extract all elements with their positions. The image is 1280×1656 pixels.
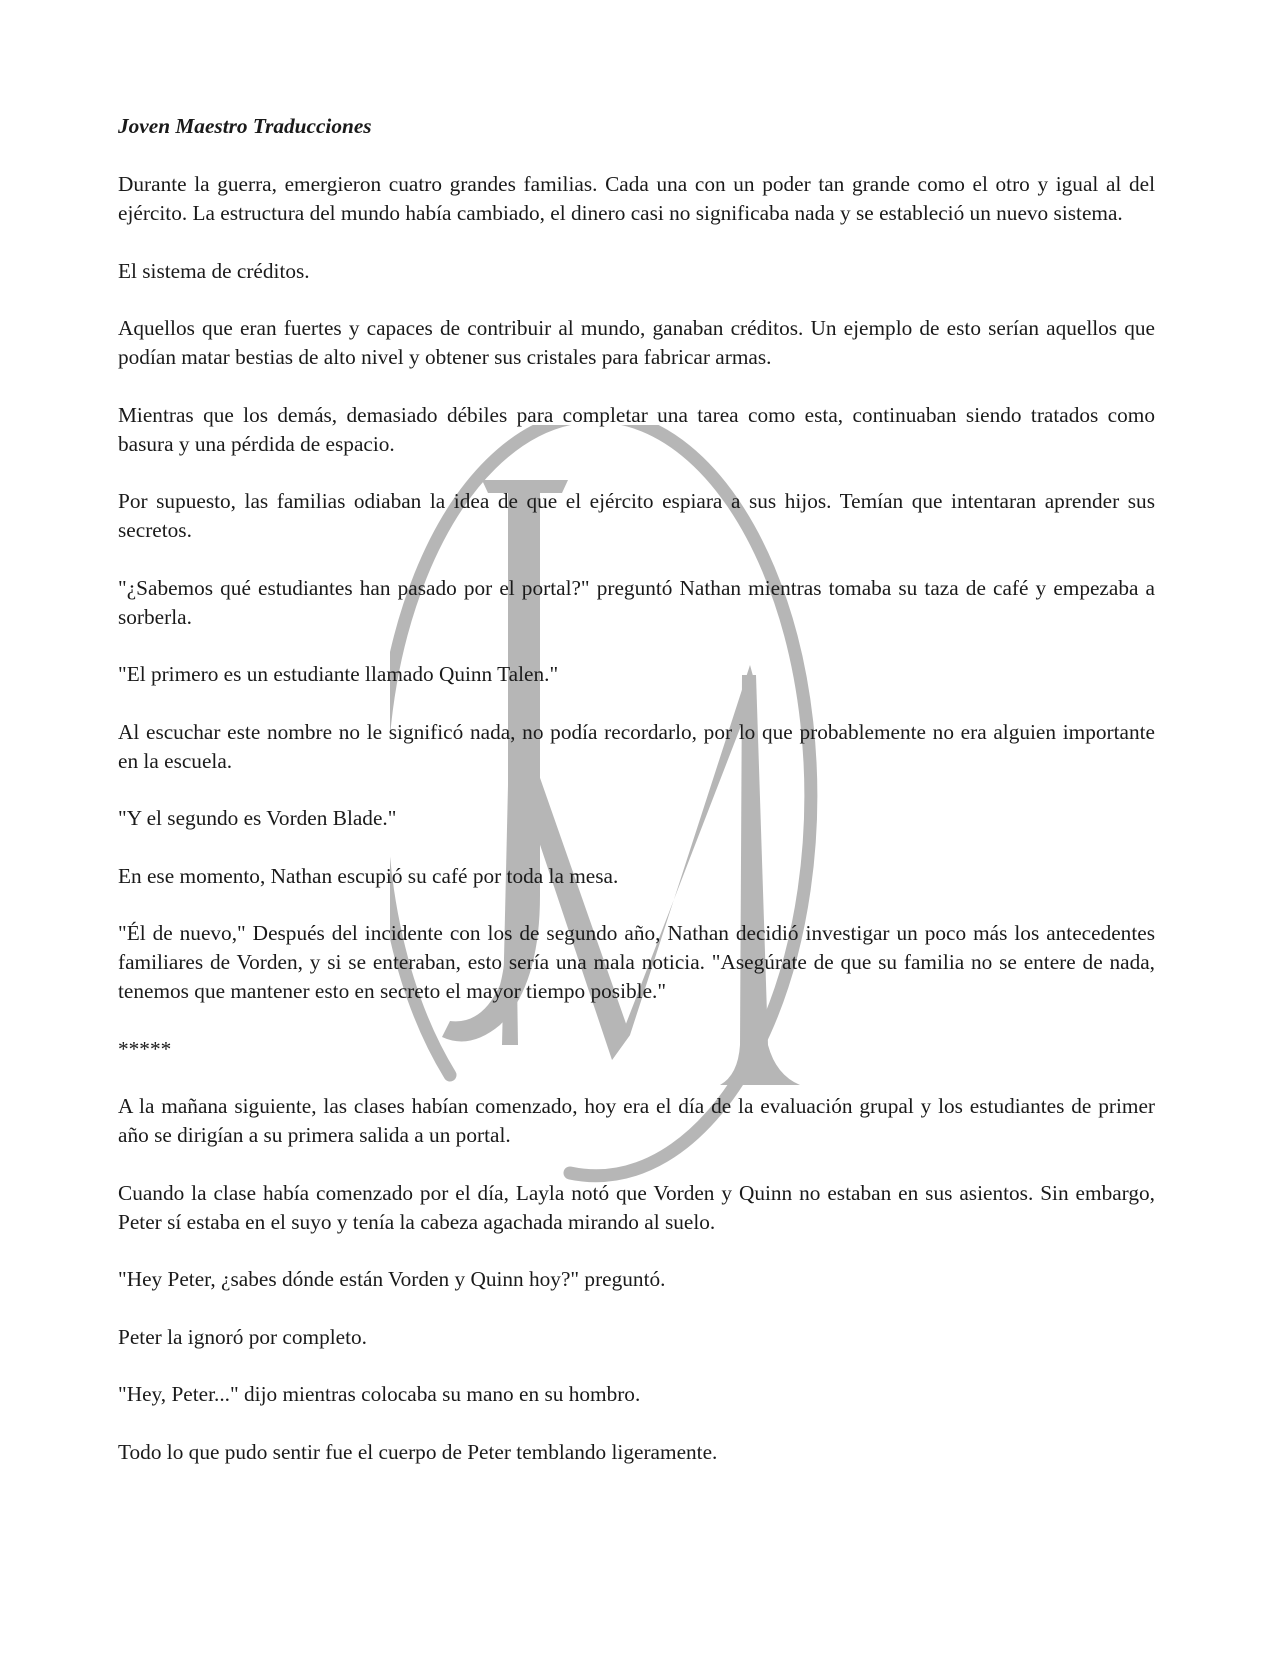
paragraph: "Él de nuevo," Después del incidente con los de segundo año, Nathan decidió investigar un poco más los antecedentes familiares de Vorden, y si se enteraban, esto sería una mala noticia. "Asegúrate de que su familia no se entere de nada, tenemos que mantener esto en secreto el mayor tiempo posible." (118, 921, 1155, 1003)
paragraph: Por supuesto, las familias odiaban la idea de que el ejército espiara a sus hijos. Temían que intentaran aprender sus secretos. (118, 489, 1155, 542)
paragraph: A la mañana siguiente, las clases habían comenzado, hoy era el día de la evaluación grupal y los estudiantes de primer año se dirigían a su primera salida a un portal. (118, 1094, 1155, 1147)
paragraph: Al escuchar este nombre no le significó nada, no podía recordarlo, por lo que probablemente no era alguien importante en la escuela. (118, 719, 1155, 773)
paragraph: "¿Sabemos qué estudiantes han pasado por el portal?" preguntó Nathan mientras tomaba su taza de café y empezaba a sorberla. (118, 575, 1155, 629)
paragraph: Durante la guerra, emergieron cuatro grandes familias. Cada una con un poder tan grande como el otro y igual al del ejército. La estructura del mundo había cambiado, el dinero casi no significaba nada y se estableció un nuevo sistema. (118, 172, 1155, 225)
paragraph: En ese momento, Nathan escupió su café por toda la mesa. (118, 863, 619, 888)
scene-break: ***** (118, 1036, 172, 1061)
paragraph: "Y el segundo es Vorden Blade." (118, 806, 397, 830)
paragraph: "Hey Peter, ¿sabes dónde están Vorden y Quinn hoy?" preguntó. (118, 1267, 666, 1291)
paragraph: "Hey, Peter..." dijo mientras colocaba su mano en su hombro. (118, 1382, 641, 1406)
paragraph: "El primero es un estudiante llamado Quinn Talen." (118, 662, 559, 686)
paragraph: Cuando la clase había comenzado por el día, Layla notó que Vorden y Quinn no estaban en sus asientos. Sin embargo, Peter sí estaba en el suyo y tenía la cabeza agachada mirando al suelo. (118, 1180, 1155, 1234)
document-header: Joven Maestro Traducciones (118, 114, 372, 138)
paragraph: Mientras que los demás, demasiado débiles para completar una tarea como esta, continuaban siendo tratados como basura y una pérdida de espacio. (118, 402, 1155, 456)
paragraph: Todo lo que pudo sentir fue el cuerpo de Peter temblando ligeramente. (118, 1439, 718, 1464)
paragraph: Peter la ignoró por completo. (118, 1324, 367, 1349)
paragraph: Aquellos que eran fuertes y capaces de contribuir al mundo, ganaban créditos. Un ejemplo de esto serían aquellos que podían matar bestias de alto nivel y obtener sus cristales para fabricar armas. (118, 316, 1155, 369)
paragraph: El sistema de créditos. (118, 258, 310, 283)
document-body (118, 112, 1155, 1495)
